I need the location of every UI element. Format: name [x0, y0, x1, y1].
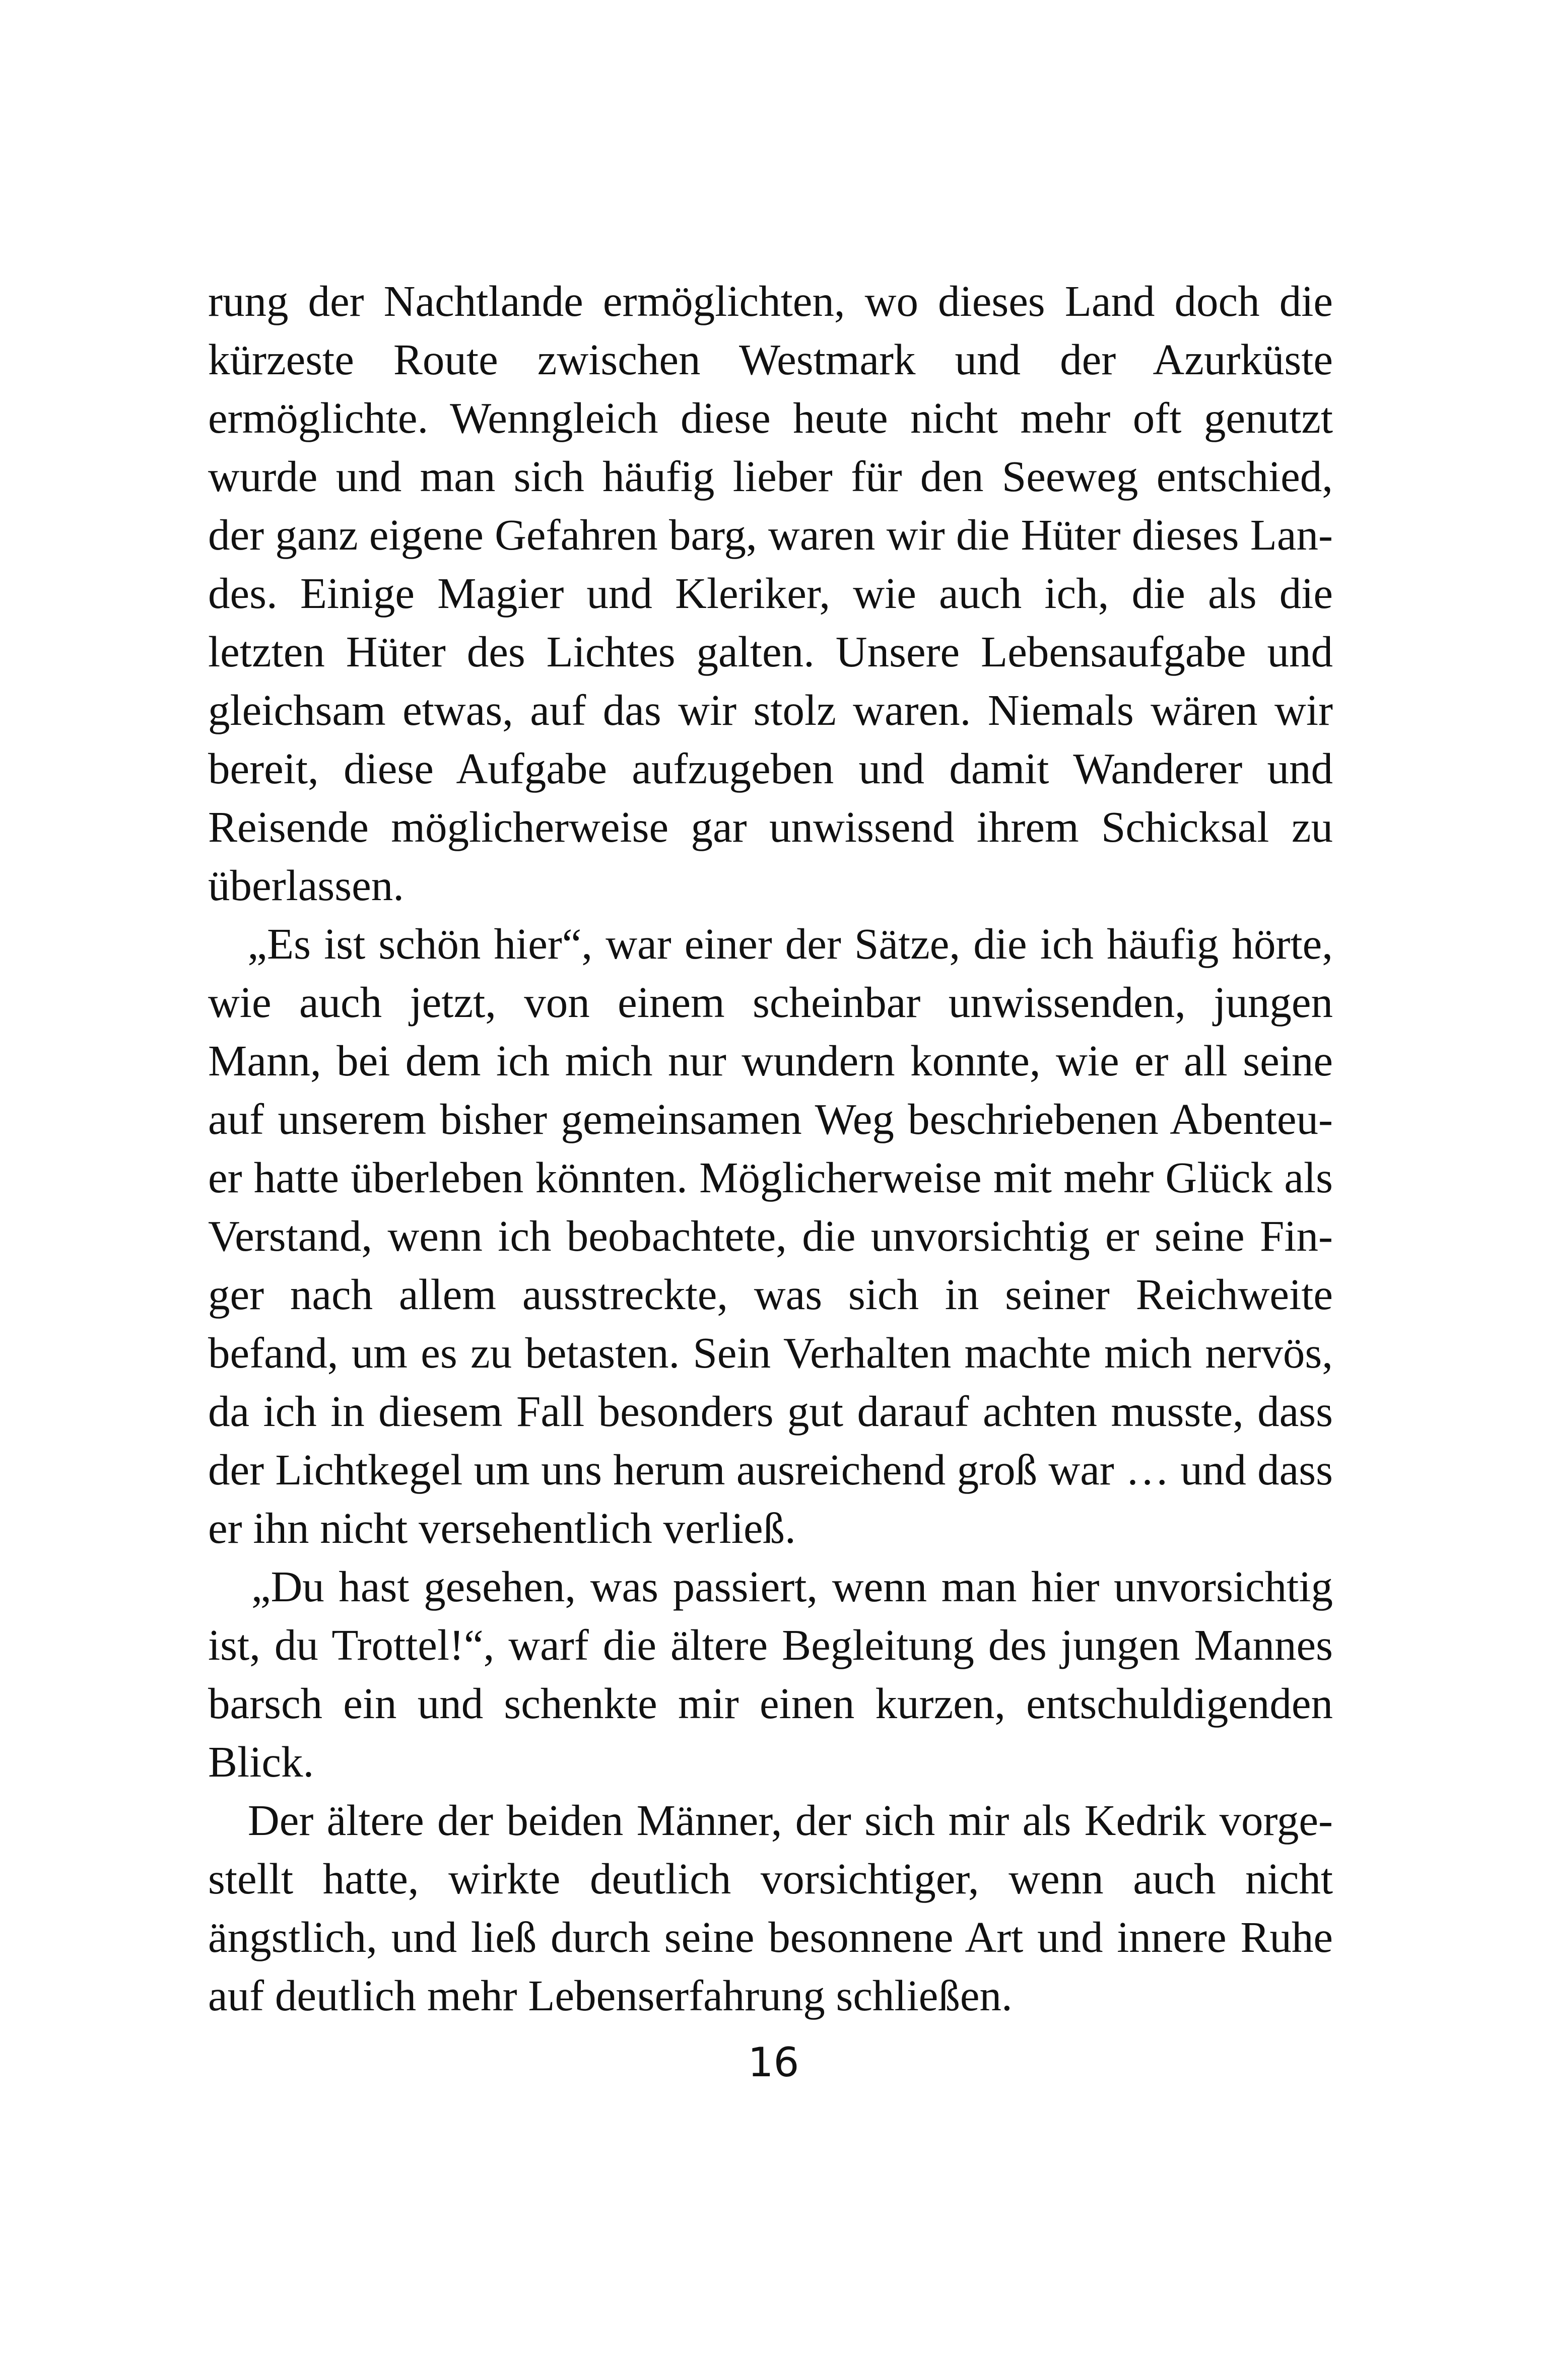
text-line: „Es ist schön hier“, war einer der Sätze, die ich häufig hörte, — [208, 919, 1333, 968]
page-number: 16 — [748, 2039, 799, 2086]
text-line: gleichsam etwas, auf das wir stolz waren. Niemals wären wir — [208, 686, 1333, 734]
body-text — [208, 272, 1333, 2025]
text-line: „Du hast gesehen, was passiert, wenn man hier unvorsichtig — [208, 1562, 1333, 1611]
text-line: rung der Nachtlande ermöglichten, wo dieses Land doch die — [208, 277, 1333, 325]
text-line: wurde und man sich häufig lieber für den Seeweg entschied, — [208, 452, 1333, 501]
text-line: ermöglichte. Wenngleich diese heute nicht mehr oft genutzt — [208, 393, 1333, 442]
text-line: barsch ein und schenkte mir einen kurzen, entschuldigenden — [208, 1679, 1333, 1728]
text-line: Blick. — [208, 1737, 314, 1786]
text-line: da ich in diesem Fall besonders gut darauf achten musste, dass — [208, 1387, 1333, 1436]
text-line: stellt hatte, wirkte deutlich vorsichtiger, wenn auch nicht — [208, 1854, 1333, 1903]
text-line: des. Einige Magier und Kleriker, wie auch ich, die als die — [208, 569, 1333, 618]
text-line: der ganz eigene Gefahren barg, waren wir die Hüter dieses Lan- — [208, 510, 1333, 559]
text-line: kürzeste Route zwischen Westmark und der Azurküste — [208, 335, 1333, 384]
text-line: Reisende möglicherweise gar unwissend ihrem Schicksal zu — [208, 802, 1333, 851]
text-line: Der ältere der beiden Männer, der sich mir als Kedrik vorge- — [208, 1796, 1333, 1845]
text-line: er ihn nicht versehentlich verließ. — [208, 1504, 796, 1552]
text-line: ger nach allem ausstreckte, was sich in seiner Reichweite — [208, 1270, 1333, 1319]
text-line: wie auch jetzt, von einem scheinbar unwissenden, jungen — [208, 978, 1333, 1027]
text-line: überlassen. — [208, 861, 404, 910]
text-line: letzten Hüter des Lichtes galten. Unsere Lebensaufgabe und — [208, 627, 1333, 676]
text-line: ist, du Trottel!“, warf die ältere Begleitung des jungen Mannes — [208, 1620, 1333, 1669]
text-line: ängstlich, und ließ durch seine besonnene Art und innere Ruhe — [208, 1913, 1333, 1961]
text-line: befand, um es zu betasten. Sein Verhalten machte mich nervös, — [208, 1328, 1333, 1377]
text-line: bereit, diese Aufgabe aufzugeben und damit Wanderer und — [208, 744, 1333, 793]
text-line: Verstand, wenn ich beobachtete, die unvorsichtig er seine Fin- — [208, 1211, 1333, 1260]
text-line: auf deutlich mehr Lebenserfahrung schließen. — [208, 1971, 1013, 2020]
text-line: er hatte überleben könnten. Möglicherweise mit mehr Glück als — [208, 1153, 1333, 1202]
text-line: auf unserem bisher gemeinsamen Weg beschriebenen Abenteu- — [208, 1095, 1333, 1143]
text-line: Mann, bei dem ich mich nur wundern konnte, wie er all seine — [208, 1036, 1333, 1085]
text-line: der Lichtkegel um uns herum ausreichend groß war … und dass — [208, 1445, 1333, 1494]
